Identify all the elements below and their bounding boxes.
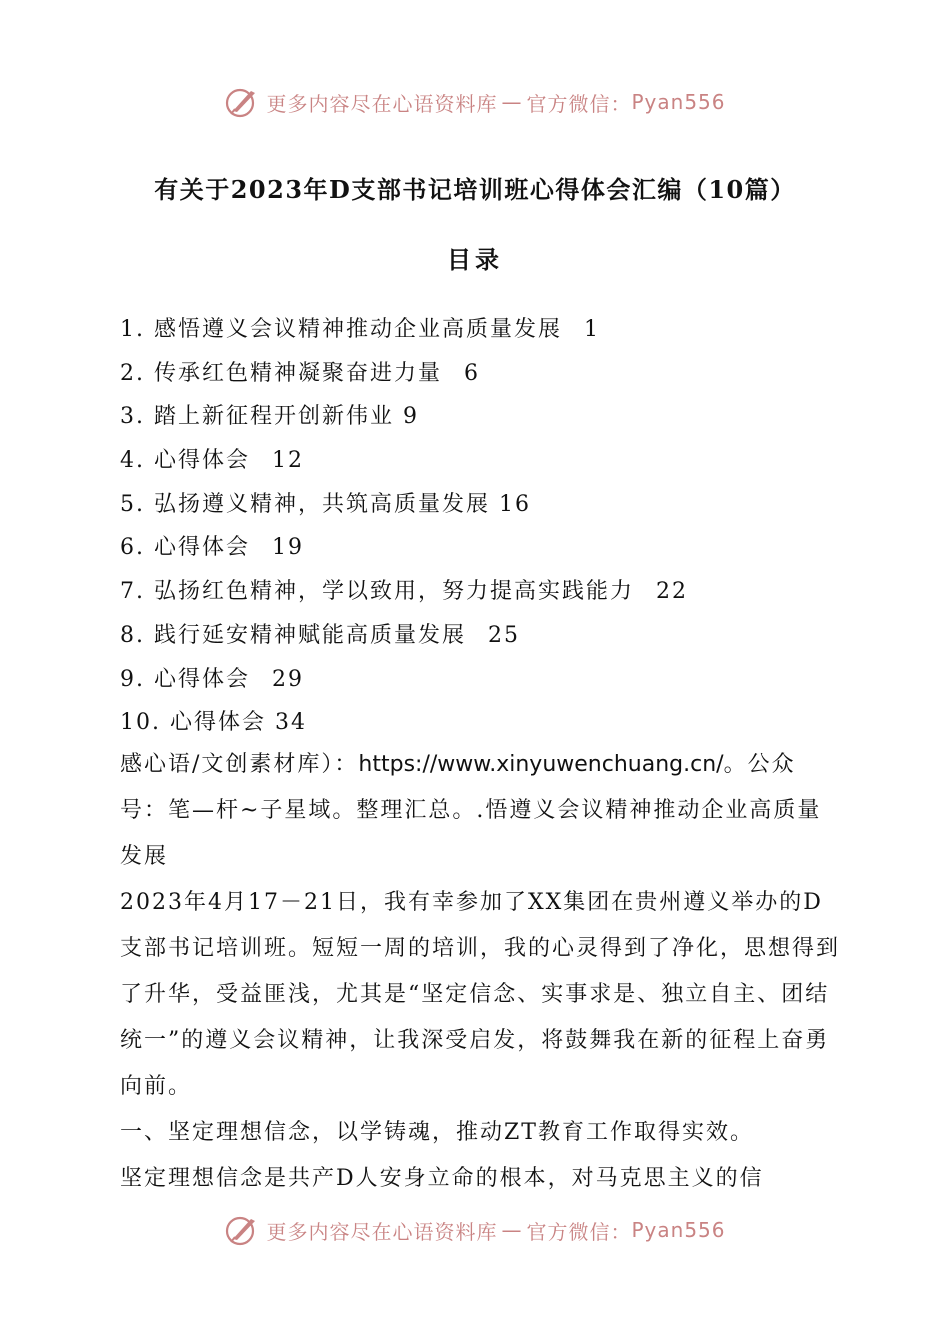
banner-official-label: 官方微信： [526, 1219, 632, 1244]
quill-logo-icon [224, 84, 260, 120]
toc-item [120, 352, 840, 396]
toc-item-number: 5. [120, 491, 145, 517]
toc-item-text: 踏上新征程开创新伟业 [154, 404, 395, 430]
banner-official-label: 官方微信： [526, 91, 632, 116]
toc-item-text: 弘扬红色精神，学以致用，努力提高实践能力 [154, 579, 635, 605]
body-paragraph: 2023年4月17－21日，我有幸参加了XX集团在贵州遵义举办的D支部书记培训班。短短一周的培训，我的心灵得到了净化，思想得到了升华，受益匪浅，尤其是“坚定信念、实事求是、独立自主、团结统一”的遵义会议精神，让我深受启发，将鼓舞我在新的征程上奋勇向前。 [120, 890, 841, 1099]
document-title: 有关于2023年D支部书记培训班心得体会汇编（10篇） [154, 175, 796, 204]
banner-dash: — [501, 1218, 523, 1242]
toc-item-number: 2. [120, 360, 145, 386]
document-body [120, 742, 840, 1202]
toc-item-page: 34 [275, 710, 308, 736]
toc-item-number: 8. [120, 622, 145, 648]
toc-item-number: 10. [120, 710, 161, 736]
source-url-link[interactable]: https://www.xinyuwenchuang.cn/ [358, 752, 724, 777]
toc-item [120, 526, 840, 570]
body-paragraph: 坚定理想信念是共产D人安身立命的根本，对马克思主义的信 [120, 1166, 764, 1191]
toc-item [120, 395, 840, 439]
toc-item-text: 弘扬遵义精神，共筑高质量发展 [154, 491, 491, 517]
toc-item [120, 308, 840, 352]
toc-item-page: 16 [499, 491, 532, 517]
toc-item-text: 心得体会 [170, 710, 267, 736]
toc-item [120, 614, 840, 658]
toc-item-text: 心得体会 [154, 448, 251, 474]
toc-item [120, 701, 840, 745]
banner-main-text: 更多内容尽在心语资料库 [266, 91, 498, 116]
toc-item-page: 29 [272, 666, 305, 692]
header-watermark-banner [0, 82, 950, 122]
toc-item-page: 9 [403, 404, 420, 430]
toc-item-page: 25 [488, 622, 521, 648]
toc-item-text: 传承红色精神凝聚奋进力量 [154, 360, 443, 386]
toc-item-page: 19 [272, 535, 305, 561]
toc-item [120, 570, 840, 614]
footer-watermark-banner [0, 1210, 950, 1250]
toc-item-number: 1. [120, 317, 145, 342]
toc-item-number: 9. [120, 666, 145, 692]
toc-heading: 目录 [447, 245, 503, 274]
toc-item-page: 12 [272, 448, 305, 474]
banner-wechat-id: Pyan556 [631, 1218, 726, 1242]
toc-item-text: 践行延安精神赋能高质量发展 [154, 622, 467, 648]
source-prefix: 感心语/文创素材库）： [120, 752, 359, 777]
section-heading: 一、坚定理想信念，以学铸魂，推动ZT教育工作取得实效。 [120, 1120, 754, 1145]
source-paragraph [120, 742, 840, 880]
toc-item-text: 感悟遵义会议精神推动企业高质量发展 [154, 317, 563, 342]
source-suffix: 。公众号：笔—杆~子星域。整理汇总。.悟遵义会议精神推动企业高质量发展 [120, 752, 822, 869]
table-of-contents [120, 308, 840, 745]
toc-item-number: 4. [120, 448, 145, 474]
toc-item [120, 658, 840, 702]
banner-wechat-id: Pyan556 [631, 90, 726, 114]
toc-item [120, 439, 840, 483]
toc-item-text: 心得体会 [154, 666, 251, 692]
toc-item-text: 心得体会 [154, 535, 251, 561]
toc-item-page: 22 [656, 579, 689, 605]
toc-item-number: 7. [120, 579, 145, 605]
toc-item-page: 1 [584, 317, 601, 342]
toc-item-page: 6 [464, 360, 481, 386]
toc-item [120, 483, 840, 527]
toc-item-number: 6. [120, 535, 145, 561]
banner-dash: — [501, 90, 523, 114]
quill-logo-icon [224, 1212, 260, 1248]
banner-main-text: 更多内容尽在心语资料库 [266, 1219, 498, 1244]
toc-item-number: 3. [120, 404, 145, 430]
